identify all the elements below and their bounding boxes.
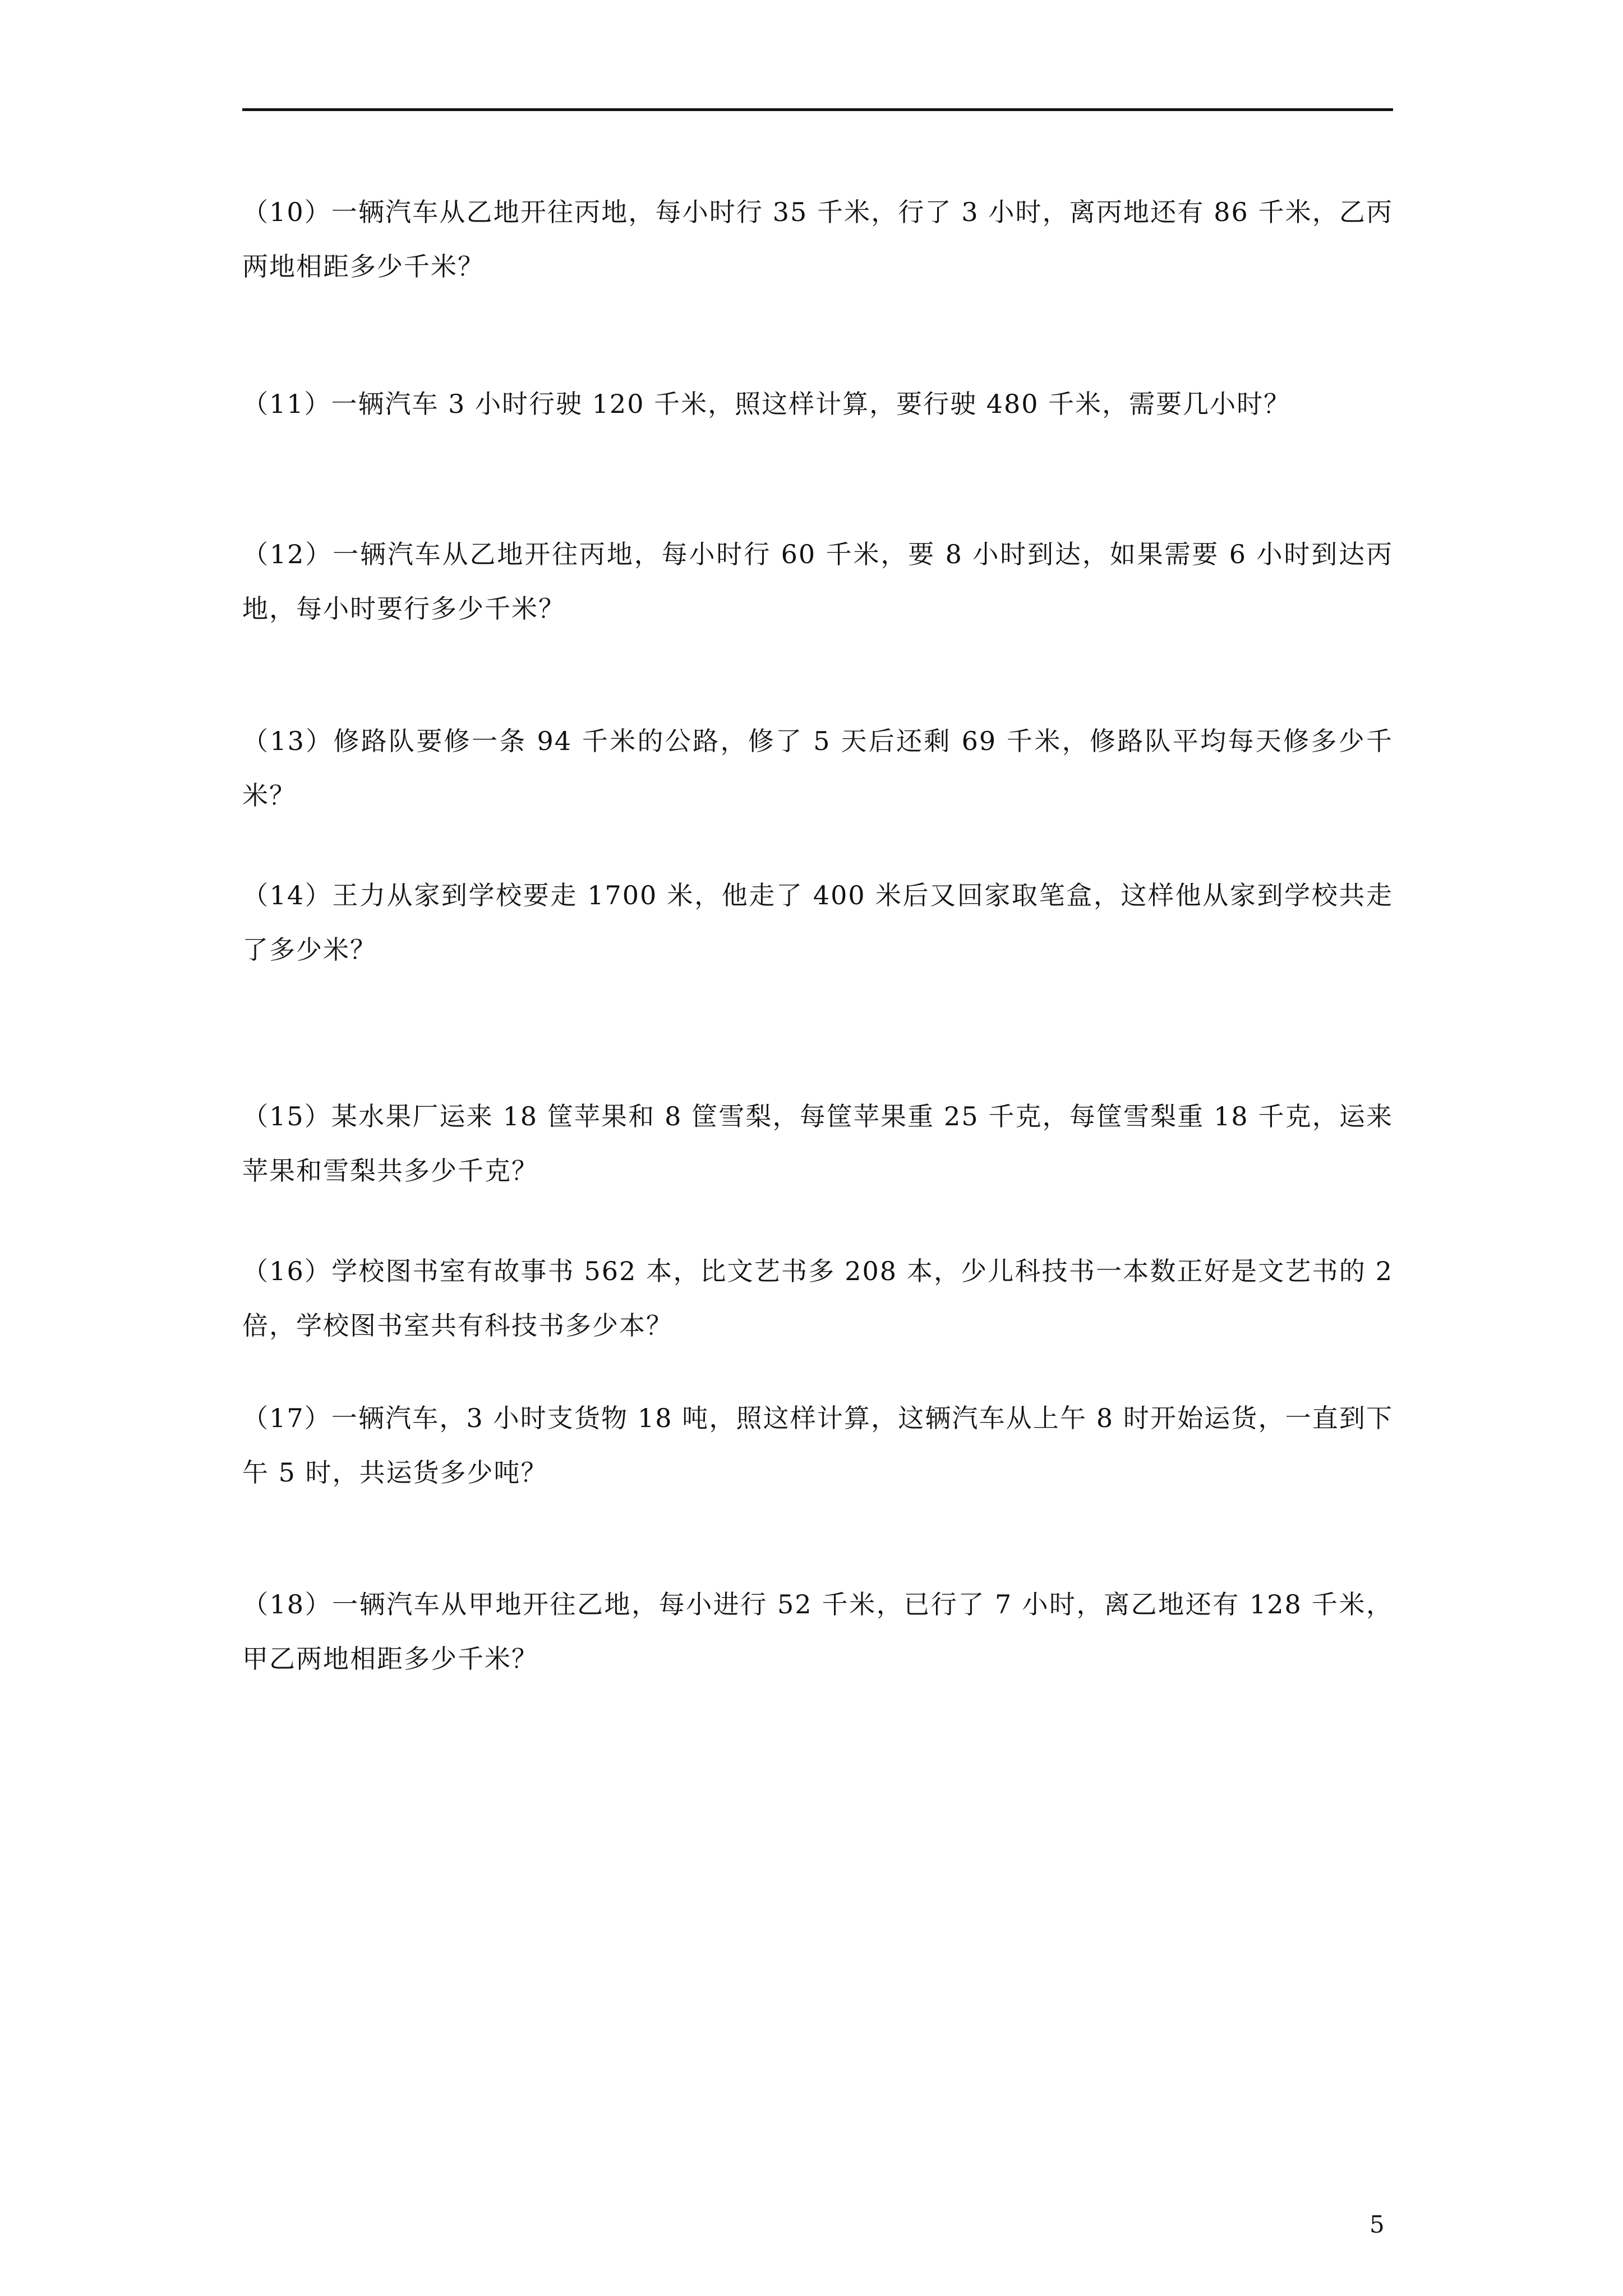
problem-11: （11）一辆汽车 3 小时行驶 120 千米，照这样计算，要行驶 480 千米，需要几小时？ (242, 389, 1291, 419)
problem-13: （13）修路队要修一条 94 千米的公路，修了 5 天后还剩 69 千米，修路队平均每天修多少千米？ (242, 726, 1393, 811)
problem-14: （14）王力从家到学校要走 1700 米，他走了 400 米后又回家取笔盒，这样他从家到学校共走了多少米？ (242, 880, 1393, 965)
problem-10: （10）一辆汽车从乙地开往丙地，每小时行 35 千米，行了 3 小时，离丙地还有 86 千米，乙丙两地相距多少千米？ (242, 197, 1393, 282)
problem-12: （12）一辆汽车从乙地开往丙地，每小时行 60 千米，要 8 小时到达，如果需要 6 小时到达丙地，每小时要行多少千米？ (242, 539, 1393, 624)
page-number: 5 (1370, 2211, 1385, 2238)
problem-16: （16）学校图书室有故事书 562 本，比文艺书多 208 本，少儿科技书一本数正好是文艺书的 2 倍，学校图书室共有科技书多少本？ (242, 1256, 1393, 1341)
problem-17: （17）一辆汽车，3 小时支货物 18 吨，照这样计算，这辆汽车从上午 8 时开始运货，一直到下午 5 时，共运货多少吨？ (242, 1403, 1393, 1488)
header-rule (242, 108, 1393, 111)
problem-18: （18）一辆汽车从甲地开往乙地，每小进行 52 千米，已行了 7 小时，离乙地还有 128 千米，甲乙两地相距多少千米？ (242, 1589, 1393, 1674)
problem-15: （15）某水果厂运来 18 筐苹果和 8 筐雪梨，每筐苹果重 25 千克，每筐雪梨重 18 千克，运来苹果和雪梨共多少千克？ (242, 1101, 1393, 1186)
